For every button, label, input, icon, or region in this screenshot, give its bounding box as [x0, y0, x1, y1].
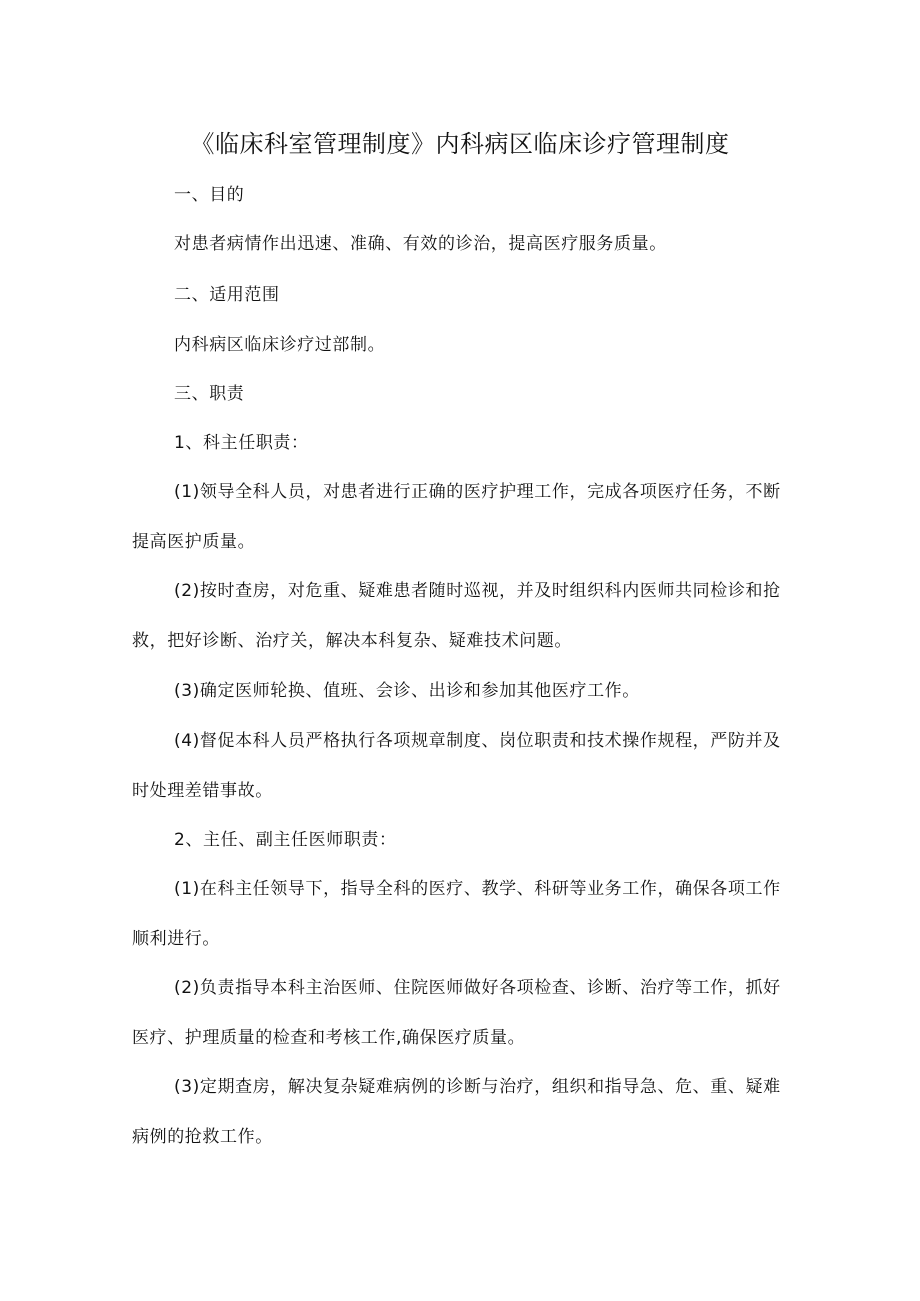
section-body-scope: 内科病区临床诊疗过部制。	[174, 335, 386, 355]
list-item: (2)按时查房，对危重、疑难患者随时巡视，并及时组织科内医师共同检诊和抢救，把好诊断、治疗关，解决本科复杂、疑难技术问题。	[132, 581, 781, 651]
subsection-heading-department-director: 1、科主任职责：	[174, 433, 309, 453]
section-body-purpose: 对患者病情作出迅速、准确、有效的诊治，提高医疗服务质量。	[174, 234, 667, 254]
section-heading-scope: 二、适用范围	[174, 285, 280, 305]
subsection-heading-chief-physicians: 2、主任、副主任医师职责：	[174, 830, 397, 850]
list-item: (3)定期查房，解决复杂疑难病例的诊断与治疗，组织和指导急、危、重、疑难病例的抢救工作。	[132, 1077, 781, 1147]
list-item: (1)领导全科人员，对患者进行正确的医疗护理工作，完成各项医疗任务，不断提高医护质量。	[132, 482, 781, 552]
section-heading-purpose: 一、目的	[174, 185, 245, 205]
list-item: (1)在科主任领导下，指导全科的医疗、教学、科研等业务工作，确保各项工作顺利进行。	[132, 879, 781, 949]
document-title: 《临床科室管理制度》内科病区临床诊疗管理制度	[190, 130, 730, 158]
list-item: (3)确定医师轮换、值班、会诊、出诊和参加其他医疗工作。	[174, 681, 640, 701]
section-heading-duties: 三、职责	[174, 384, 245, 404]
list-item: (4)督促本科人员严格执行各项规章制度、岗位职责和技术操作规程，严防并及时处理差错事故。	[132, 731, 781, 801]
list-item: (2)负责指导本科主治医师、住院医师做好各项检查、诊断、治疗等工作，抓好医疗、护理质量的检查和考核工作,确保医疗质量。	[132, 978, 781, 1048]
